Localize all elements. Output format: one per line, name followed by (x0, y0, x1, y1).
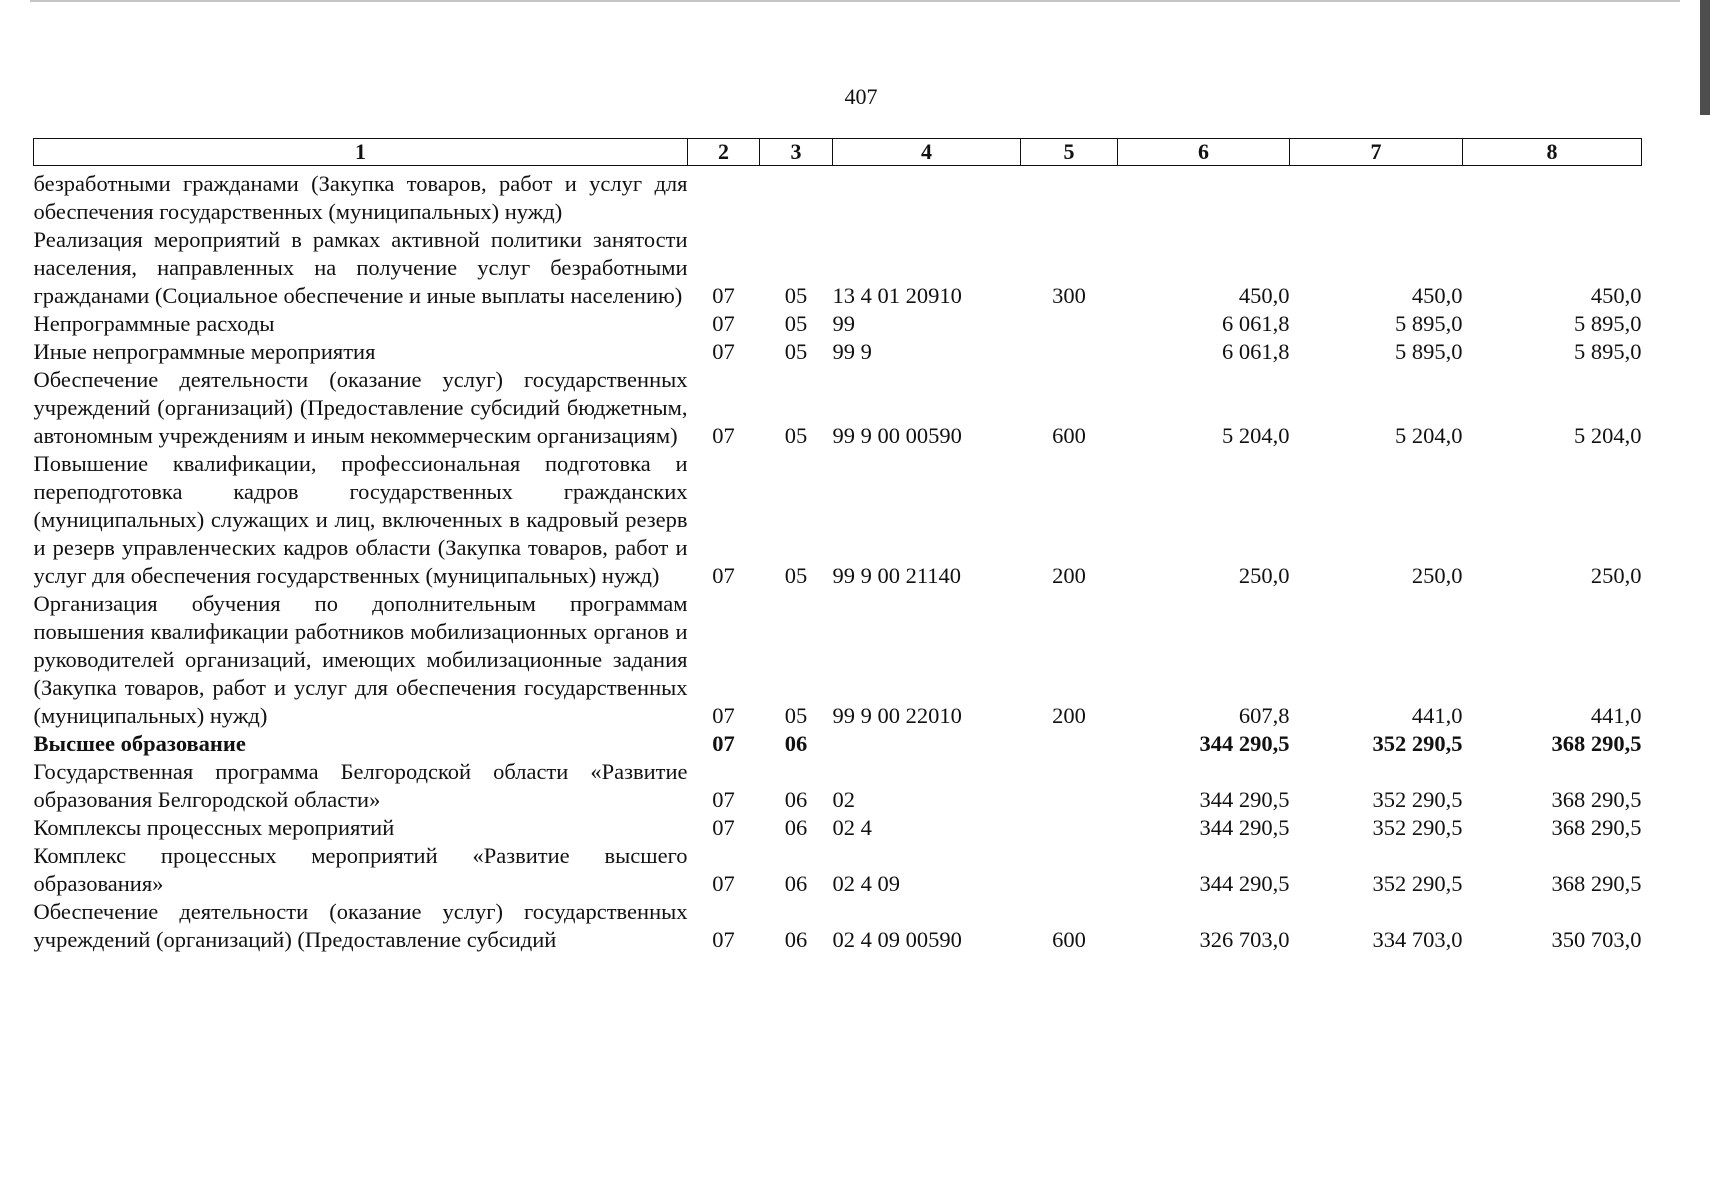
amount-year3-cell (1463, 166, 1642, 227)
target-article-cell: 99 9 00 00590 (832, 423, 962, 448)
section-code-cell (688, 166, 760, 227)
row-name-cell: Обеспечение деятельности (оказание услуг) государственных учреждений (организаций) (Предоставление субсидий (33, 899, 688, 952)
expense-type-cell: 300 (1052, 283, 1086, 308)
amount-year1-cell: 344 290,5 (1199, 871, 1290, 896)
amount-year1-cell: 607,8 (1238, 703, 1290, 728)
subsection-code-cell: 06 (784, 787, 808, 812)
table-body (34, 166, 1642, 955)
row-name-cell: Повышение квалификации, профессиональная подготовка и переподготовка кадров государственных гражданских (муниципальных) служащих и лиц, включенных в кадровый резерв и резерв управленческих кадров области (Закупка товаров, работ и услуг для обеспечения государственных (муниципальных) нужд) (33, 451, 688, 588)
table-row (34, 590, 1642, 730)
subsection-code-cell: 05 (784, 339, 808, 364)
amount-year2-cell: 5 895,0 (1395, 339, 1463, 364)
section-code-cell: 07 (712, 703, 735, 728)
column-header: 8 (1463, 139, 1642, 166)
subsection-code-cell: 05 (784, 283, 808, 308)
column-header: 4 (833, 139, 1021, 166)
section-code-cell: 07 (712, 423, 735, 448)
budget-table (33, 138, 1642, 954)
section-code-cell: 07 (712, 927, 735, 952)
subsection-code-cell: 05 (784, 703, 808, 728)
column-header: 5 (1021, 139, 1118, 166)
amount-year3-cell: 250,0 (1590, 563, 1642, 588)
table-row (34, 898, 1642, 954)
amount-year3-cell: 450,0 (1590, 283, 1642, 308)
row-name-cell: безработными гражданами (Закупка товаров, работ и услуг для обеспечения государственных (муниципальных) нужд) (33, 171, 688, 224)
target-article-cell: 02 4 09 00590 (832, 927, 962, 952)
amount-year2-cell: 5 204,0 (1395, 423, 1463, 448)
amount-year2-cell: 450,0 (1411, 283, 1463, 308)
expense-type-cell (1021, 758, 1118, 814)
table-row (34, 166, 1642, 227)
table-row (34, 450, 1642, 590)
subsection-code-cell: 06 (784, 927, 808, 952)
row-name-cell: Организация обучения по дополнительным программам повышения квалификации работников мобилизационных органов и руководителей организаций, имеющих мобилизационные задания (Закупка товаров, работ и услуг для обеспечения государственных (муниципальных) нужд) (33, 591, 688, 728)
column-number-header (34, 139, 1642, 166)
row-name-cell: Непрограммные расходы (33, 311, 275, 336)
amount-year1-cell: 6 061,8 (1222, 339, 1290, 364)
section-code-cell: 07 (712, 815, 735, 840)
expense-type-cell (1021, 338, 1118, 366)
column-header: 2 (688, 139, 760, 166)
section-code-cell: 07 (712, 283, 735, 308)
target-article-cell: 02 4 09 (832, 871, 900, 896)
subsection-code-cell (760, 166, 833, 227)
table-row (34, 310, 1642, 338)
table-row (34, 814, 1642, 842)
amount-year3-cell: 368 290,5 (1551, 731, 1642, 756)
section-code-cell: 07 (712, 731, 735, 756)
section-code-cell: 07 (712, 311, 735, 336)
expense-type-cell: 600 (1052, 927, 1086, 952)
subsection-code-cell: 06 (784, 815, 808, 840)
amount-year2-cell: 250,0 (1411, 563, 1463, 588)
amount-year2-cell: 352 290,5 (1372, 731, 1463, 756)
expense-type-cell (1021, 842, 1118, 898)
expense-type-cell (1021, 814, 1118, 842)
amount-year3-cell: 368 290,5 (1551, 871, 1642, 896)
expense-type-cell: 600 (1052, 423, 1086, 448)
amount-year3-cell: 368 290,5 (1551, 815, 1642, 840)
row-name-cell: Комплекс процессных мероприятий «Развитие высшего образования» (33, 843, 688, 896)
expense-type-cell: 200 (1052, 563, 1086, 588)
amount-year1-cell: 326 703,0 (1199, 927, 1290, 952)
amount-year3-cell: 368 290,5 (1551, 787, 1642, 812)
subsection-code-cell: 06 (784, 871, 808, 896)
column-header: 3 (760, 139, 833, 166)
target-article-cell: 99 9 00 22010 (832, 703, 962, 728)
table-row (34, 226, 1642, 310)
amount-year2-cell: 352 290,5 (1372, 815, 1463, 840)
amount-year1-cell: 450,0 (1238, 283, 1290, 308)
amount-year2-cell: 334 703,0 (1372, 927, 1463, 952)
table-row (34, 842, 1642, 898)
amount-year2-cell: 352 290,5 (1372, 871, 1463, 896)
amount-year3-cell: 5 895,0 (1574, 311, 1642, 336)
table-row (34, 758, 1642, 814)
amount-year1-cell: 344 290,5 (1199, 787, 1290, 812)
expense-type-cell (1021, 166, 1118, 227)
column-header: 1 (34, 139, 688, 166)
section-code-cell: 07 (712, 339, 735, 364)
amount-year1-cell: 344 290,5 (1199, 731, 1290, 756)
target-article-cell (833, 730, 1021, 758)
amount-year2-cell (1290, 166, 1463, 227)
table-row (34, 338, 1642, 366)
amount-year1-cell: 6 061,8 (1222, 311, 1290, 336)
target-article-cell: 99 (832, 311, 855, 336)
table-row (34, 730, 1642, 758)
target-article-cell: 02 4 (832, 815, 872, 840)
row-name-cell: Реализация мероприятий в рамках активной политики занятости населения, направленных на получение услуг безработными гражданами (Социальное обеспечение и иные выплаты населению) (33, 227, 688, 308)
expense-type-cell (1021, 310, 1118, 338)
subsection-code-cell: 05 (784, 563, 808, 588)
amount-year3-cell: 441,0 (1590, 703, 1642, 728)
amount-year1-cell (1118, 166, 1290, 227)
amount-year1-cell: 5 204,0 (1222, 423, 1290, 448)
column-header: 7 (1290, 139, 1463, 166)
row-name-cell: Высшее образование (33, 731, 246, 756)
amount-year2-cell: 352 290,5 (1372, 787, 1463, 812)
row-name-cell: Государственная программа Белгородской области «Развитие образования Белгородской области» (33, 759, 688, 812)
target-article-cell: 99 9 (832, 339, 872, 364)
amount-year3-cell: 350 703,0 (1551, 927, 1642, 952)
subsection-code-cell: 06 (784, 731, 808, 756)
expense-type-cell (1021, 730, 1118, 758)
subsection-code-cell: 05 (784, 423, 808, 448)
section-code-cell: 07 (712, 563, 735, 588)
row-name-cell: Комплексы процессных мероприятий (33, 815, 395, 840)
amount-year1-cell: 250,0 (1238, 563, 1290, 588)
subsection-code-cell: 05 (784, 311, 808, 336)
row-name-cell: Обеспечение деятельности (оказание услуг) государственных учреждений (организаций) (Предоставление субсидий бюджетным, автономным учреждениям и иным некоммерческим организациям) (33, 367, 688, 448)
amount-year3-cell: 5 204,0 (1574, 423, 1642, 448)
target-article-cell: 99 9 00 21140 (832, 563, 962, 588)
section-code-cell: 07 (712, 787, 735, 812)
expense-type-cell: 200 (1052, 703, 1086, 728)
amount-year3-cell: 5 895,0 (1574, 339, 1642, 364)
target-article-cell: 13 4 01 20910 (832, 283, 962, 308)
page-number: 407 (844, 84, 878, 109)
scan-edge-line (30, 0, 1680, 2)
amount-year2-cell: 5 895,0 (1395, 311, 1463, 336)
amount-year2-cell: 441,0 (1411, 703, 1463, 728)
section-code-cell: 07 (712, 871, 735, 896)
row-name-cell: Иные непрограммные мероприятия (33, 339, 376, 364)
column-header: 6 (1118, 139, 1290, 166)
table-row (34, 366, 1642, 450)
target-article-cell: 02 (832, 787, 855, 812)
target-article-cell (833, 166, 1021, 227)
amount-year1-cell: 344 290,5 (1199, 815, 1290, 840)
